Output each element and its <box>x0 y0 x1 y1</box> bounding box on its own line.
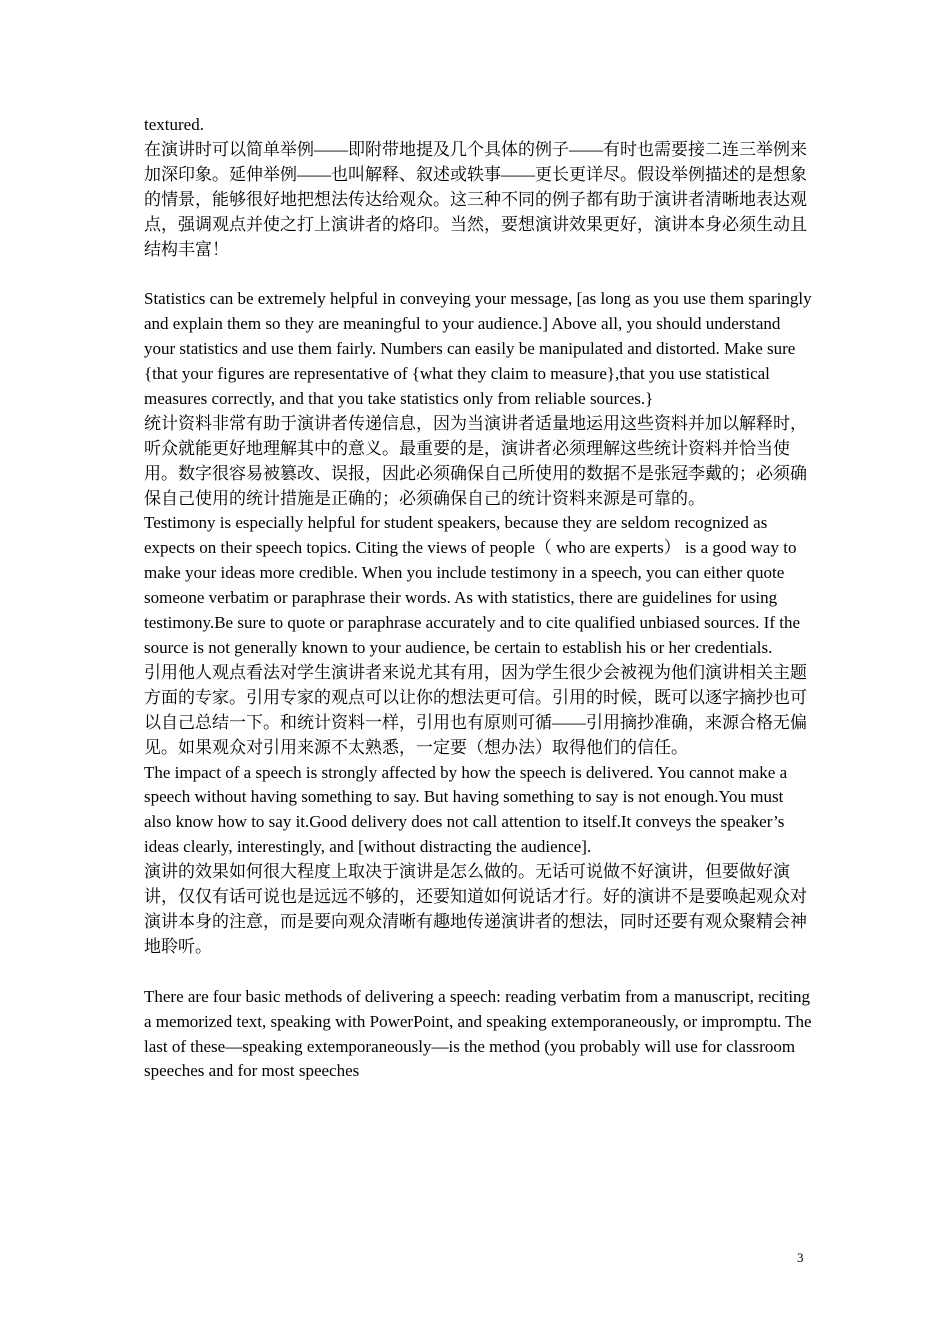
text-line-textured: textured. <box>144 115 204 134</box>
paragraph-examples-zh: 在演讲时可以简单举例——即附带地提及几个具体的例子——有时也需要接二连三举例来加深印象。延伸举例——也叫解释、叙述或轶事——更长更详尽。假设举例描述的是想象的情景，能够很好地把想法传达给观众。这三种不同的例子都有助于演讲者清晰地表达观点，强调观点并使之打上演讲者的烙印。当然，要想演讲效果更好，演讲本身必须生动且结构丰富！ <box>144 139 807 259</box>
page-body <box>144 113 812 1084</box>
paragraph-gap <box>144 960 812 985</box>
paragraph-testimony-zh: 引用他人观点看法对学生演讲者来说尤其有用，因为学生很少会被视为他们演讲相关主题方面的专家。引用专家的观点可以让你的想法更可信。引用的时候，既可以逐字摘抄也可以自己总结一下。和统计资料一样，引用也有原则可循——引用摘抄准确，来源合格无偏见。如果观众对引用来源不太熟悉，一定要（想办法）取得他们的信任。 <box>144 662 807 757</box>
paragraph-gap <box>144 262 812 287</box>
paragraph-statistics-zh: 统计资料非常有助于演讲者传递信息，因为当演讲者适量地运用这些资料并加以解释时，听众就能更好地理解其中的意义。最重要的是，演讲者必须理解这些统计资料并恰当使用。数字很容易被篡改、误报，因此必须确保自己所使用的数据不是张冠李戴的；必须确保自己使用的统计措施是正确的；必须确保自己的统计资料来源是可靠的。 <box>144 413 807 508</box>
paragraph-methods-en: There are four basic methods of delivering a speech: reading verbatim from a manuscript, reciting a memorized text, speaking with PowerPoint, and speaking extemporaneously, or impromptu. The last of these—speaking extemporaneously—is the method (you probably will use for classroom speeches and for most speeches <box>144 986 812 1081</box>
paragraph-statistics-en: Statistics can be extremely helpful in conveying your message, [as long as you use them sparingly and explain them so they are meaningful to your audience.] Above all, you should understand your statistics and use them fairly. Numbers can easily be manipulated and distorted. Make sure {that your figures are representative of {what they claim to measure},that you use statistical measures correctly, and that you take statistics only from reliable sources.} <box>144 289 812 408</box>
paragraph-delivery-zh: 演讲的效果如何很大程度上取决于演讲是怎么做的。无话可说做不好演讲，但要做好演讲，仅仅有话可说也是远远不够的，还要知道如何说话才行。好的演讲不是要唤起观众对演讲本身的注意，而是要向观众清晰有趣地传递演讲者的想法，同时还要有观众聚精会神地聆听。 <box>144 862 807 956</box>
paragraph-delivery-en: The impact of a speech is strongly affected by how the speech is delivered. You cannot make a speech without having something to say. But having something to say is not enough.You must also know how to say it.Good delivery does not call attention to itself.It conveys the speaker’s ideas clearly, interestingly, and [without distracting the audience]. <box>144 762 788 857</box>
page-number: 3 <box>797 1250 804 1265</box>
paragraph-testimony-en: Testimony is especially helpful for student speakers, because they are seldom recognized as expects on their speech topics. Citing the views of people（ who are experts） is a good way to make your ideas more credible. When you include testimony in a speech, you can either quote someone verbatim or paraphrase their words. As with statistics, there are guidelines for using testimony.Be sure to quote or paraphrase accurately and to cite qualified unbiased sources. If the source is not generally known to your audience, be certain to establish his or her credentials. <box>144 513 800 658</box>
